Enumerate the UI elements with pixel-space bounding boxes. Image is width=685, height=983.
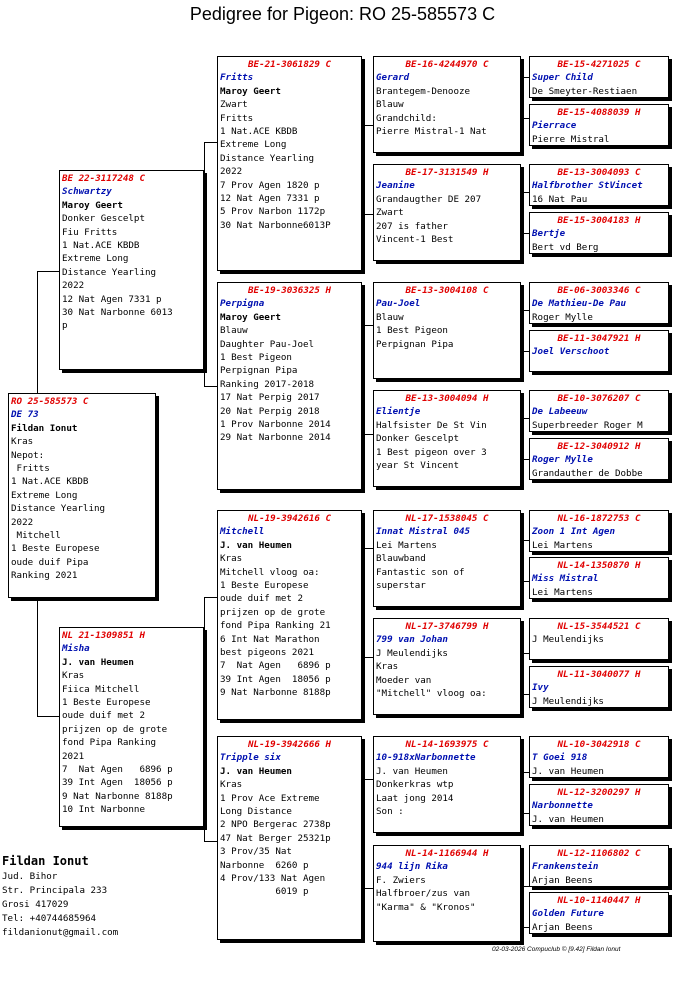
pigeon-card-gg-grandparent[interactable] <box>529 510 669 552</box>
info-line: Blauw <box>376 311 404 323</box>
info-line: Fiu Fritts <box>62 226 118 238</box>
info-line: fond Pipa Ranking 21 <box>220 620 331 632</box>
pigeon-name: Narbonnette <box>532 800 593 812</box>
pigeon-name: Super Child <box>532 72 593 84</box>
info-line: Kras <box>62 670 85 682</box>
breeder-name: Bert vd Berg <box>532 241 599 253</box>
pigeon-card-mother[interactable] <box>59 627 204 827</box>
pigeon-name: 10-918xNarbonnette <box>376 752 476 764</box>
breeder-name: J. van Heumen <box>532 813 604 825</box>
breeder-name: J Meulendijks <box>376 647 448 659</box>
pigeon-card-great-grandparent[interactable] <box>373 618 521 715</box>
pigeon-name: Roger Mylle <box>532 454 593 466</box>
info-line: Son : <box>376 806 404 818</box>
connector-line <box>521 927 529 928</box>
info-line: 2 NPO Bergerac 2738p <box>220 819 331 831</box>
info-line: Perpignan Pipa <box>220 365 298 377</box>
owner-phone: Tel: +40744685964 <box>2 913 97 924</box>
info-line: 5 Prov Narbon 1172p <box>220 206 326 218</box>
info-line: 6019 p <box>220 886 309 898</box>
pigeon-card-great-grandparent[interactable] <box>373 390 521 487</box>
ring-number: BE-15-4088039 H <box>557 107 641 118</box>
info-line: Blauw <box>376 99 404 111</box>
pigeon-name: T Goei 918 <box>532 752 588 764</box>
info-line: 6 Int Nat Marathon <box>220 633 320 645</box>
ring-number: NL-14-1693975 C <box>405 739 489 750</box>
ring-number: NL 21-1309851 H <box>62 630 145 641</box>
connector-line <box>521 540 522 582</box>
info-line: oude duif met 2 <box>62 710 145 722</box>
info-line: 1 Nat.ACE KBDB <box>11 476 89 488</box>
pigeon-card-great-grandparent[interactable] <box>373 736 521 833</box>
ring-number: BE-15-3004183 H <box>557 215 641 226</box>
ring-number: BE-13-3004093 C <box>557 167 641 178</box>
info-line: Distance Yearling <box>62 266 157 278</box>
connector-line <box>204 142 217 143</box>
pigeon-name: Schwartzy <box>62 186 112 198</box>
connector-line <box>204 386 217 387</box>
info-line: Distance Yearling <box>11 503 106 515</box>
pigeon-card-great-grandparent[interactable] <box>373 845 521 942</box>
info-line: Extreme Long <box>11 489 78 501</box>
owner-line: Str. Principala 233 <box>2 885 108 896</box>
pigeon-card-gg-grandparent[interactable] <box>529 736 669 778</box>
info-line: 39 Int Agen 18056 p <box>62 777 173 789</box>
breeder-name: Maroy Geert <box>62 199 123 211</box>
info-line: 2022 <box>220 166 243 178</box>
pigeon-name: Perpigna <box>220 298 265 310</box>
info-line: Zwart <box>220 99 248 111</box>
pigeon-card-gg-grandparent[interactable] <box>529 557 669 599</box>
connector-line <box>521 653 529 654</box>
connector-line <box>37 271 59 272</box>
info-line: 1 Prov Narbonne 2014 <box>220 419 331 431</box>
info-line: year St Vincent <box>376 460 459 472</box>
pigeon-card-gg-grandparent[interactable] <box>529 104 669 146</box>
breeder-name: Superbreeder Roger M <box>532 419 643 431</box>
ring-number: BE-13-3004094 H <box>405 393 489 404</box>
connector-line <box>362 325 363 435</box>
info-line: 1 Beste Europese <box>220 580 309 592</box>
ring-number: BE-19-3036325 H <box>248 285 331 296</box>
connector-line <box>362 434 373 435</box>
info-line: Grandchild: <box>376 112 437 124</box>
breeder-name: Brantegem-Denooze <box>376 85 471 97</box>
info-line: 7 Prov Agen 1820 p <box>220 179 320 191</box>
breeder-name: 16 Nat Pau <box>532 193 588 205</box>
connector-line <box>521 540 529 541</box>
connector-line <box>521 813 529 814</box>
breeder-name: J. van Heumen <box>532 765 604 777</box>
connector-line <box>521 77 522 119</box>
pigeon-name: Ivy <box>532 682 549 694</box>
breeder-name: F. Zwiers <box>376 874 426 886</box>
breeder-name: Lei Martens <box>376 539 437 551</box>
ring-number: NL-16-1872753 C <box>557 513 641 524</box>
pigeon-card-gg-grandparent[interactable] <box>529 666 669 708</box>
info-line: p <box>62 320 68 332</box>
pigeon-name: Elientje <box>376 406 421 418</box>
info-line: Extreme Long <box>220 139 287 151</box>
breeder-name: Grandauther de Dobbe <box>532 467 643 479</box>
info-line: 1 Beste Europese <box>62 697 151 709</box>
pigeon-name: Joel Verschoot <box>532 346 610 358</box>
info-line: 39 Int Agen 18056 p <box>220 673 331 685</box>
pigeon-card-grandparent[interactable] <box>217 282 362 490</box>
pigeon-name: 944 lijn Rika <box>376 861 448 873</box>
ring-number: BE-12-3040912 H <box>557 441 641 452</box>
breeder-name: J. van Heumen <box>220 765 292 777</box>
connector-line <box>521 581 529 582</box>
connector-line <box>362 779 363 889</box>
connector-line <box>362 214 373 215</box>
connector-line <box>521 118 529 119</box>
connector-line <box>362 548 363 658</box>
info-line: Blauw <box>220 325 248 337</box>
pigeon-name: DE 73 <box>11 409 39 421</box>
pigeon-card-grandparent[interactable] <box>217 510 362 720</box>
pigeon-name: De Labeeuw <box>532 406 588 418</box>
info-line: Donker Gescelpt <box>376 433 459 445</box>
pigeon-name: Mitchell <box>220 526 265 538</box>
pigeon-card-gg-grandparent[interactable] <box>529 282 669 324</box>
pigeon-name: De Mathieu-De Pau <box>532 298 627 310</box>
info-line: 2021 <box>62 750 85 762</box>
pigeon-card-grandparent[interactable] <box>217 56 362 271</box>
pigeon-name: Golden Future <box>532 908 604 920</box>
info-line: superstar <box>376 580 426 592</box>
connector-line <box>521 192 522 234</box>
connector-line <box>521 233 529 234</box>
info-line: Kras <box>220 779 243 791</box>
connector-line <box>204 142 205 387</box>
ring-number: BE-06-3003346 C <box>557 285 641 296</box>
pigeon-card-gg-grandparent[interactable] <box>529 330 669 372</box>
info-line: 2022 <box>11 516 34 528</box>
connector-line <box>521 886 529 887</box>
info-line: Long Distance <box>220 806 292 818</box>
connector-line <box>37 597 38 717</box>
ring-number: NL-19-3942666 H <box>248 739 331 750</box>
connector-line <box>37 271 38 393</box>
pigeon-name: Miss Mistral <box>532 573 599 585</box>
info-line: Zwart <box>376 207 404 219</box>
ring-number: NL-12-3200297 H <box>557 787 641 798</box>
ring-number: NL-17-1538045 C <box>405 513 489 524</box>
ring-number: BE-16-4244970 C <box>405 59 489 70</box>
pigeon-card-great-grandparent[interactable] <box>373 282 521 379</box>
ring-number: BE 22-3117248 C <box>62 173 145 184</box>
pigeon-card-father[interactable] <box>59 170 204 370</box>
ring-number: BE-13-3004108 C <box>405 285 489 296</box>
info-line: prijzen op de grote <box>62 723 168 735</box>
info-line: Ranking 2021 <box>11 570 78 582</box>
pigeon-card-great-grandparent[interactable] <box>373 56 521 153</box>
breeder-name: Grandaugther DE 207 <box>376 193 482 205</box>
info-line: Fantastic son of <box>376 566 465 578</box>
pigeon-name: Bertje <box>532 228 566 240</box>
info-line: 12 Nat Agen 7331 p <box>62 293 162 305</box>
info-line: 20 Nat Perpig 2018 <box>220 405 320 417</box>
breeder-name: J Meulendijks <box>532 634 604 646</box>
connector-line <box>204 597 205 842</box>
owner-info <box>2 852 118 940</box>
info-line: Daughter Pau-Joel <box>220 338 315 350</box>
info-line: 30 Nat Narbonne 6013 <box>62 307 173 319</box>
info-line: 10 Int Narbonne <box>62 804 145 816</box>
pigeon-card-gg-grandparent[interactable] <box>529 212 669 254</box>
connector-line <box>521 418 529 419</box>
pigeon-name: Gerard <box>376 72 410 84</box>
breeder-name: Halfsister De St Vin <box>376 419 487 431</box>
info-line: 1 Best Pigeon <box>376 325 448 337</box>
info-line: 9 Nat Narbonne 8188p <box>220 687 331 699</box>
info-line: Donker Gescelpt <box>62 213 145 225</box>
info-line: 47 Nat Berger 25321p <box>220 832 331 844</box>
info-line: Laat jong 2014 <box>376 792 454 804</box>
ring-number: BE-17-3131549 H <box>405 167 489 178</box>
info-line: 1 Prov Ace Extreme <box>220 792 320 804</box>
info-line: 30 Nat Narbonne6013P <box>220 219 331 231</box>
ring-number: NL-10-1140447 H <box>557 895 641 906</box>
pigeon-name: Zoon 1 Int Agen <box>532 526 615 538</box>
connector-line <box>521 886 522 928</box>
info-line: Moeder van <box>376 674 432 686</box>
ring-number: BE-21-3061829 C <box>248 59 331 70</box>
breeder-name: Roger Mylle <box>532 311 593 323</box>
pigeon-name: Fritts <box>220 72 254 84</box>
owner-line: Jud. Bihor <box>2 871 58 882</box>
info-line: Kras <box>11 436 34 448</box>
breeder-name: De Smeyter-Restiaen <box>532 85 638 97</box>
pigeon-card-gg-grandparent[interactable] <box>529 892 669 934</box>
info-line: Fiica Mitchell <box>62 683 140 695</box>
info-line: Halfbroer/zus van <box>376 888 471 900</box>
connector-line <box>362 125 363 215</box>
connector-line <box>521 653 522 695</box>
connector-line <box>521 77 529 78</box>
info-line: 1 Best Pigeon <box>220 352 292 364</box>
connector-line <box>521 418 522 460</box>
info-line: 29 Nat Narbonne 2014 <box>220 432 331 444</box>
info-line: 4 Prov/133 Nat Agen <box>220 873 326 885</box>
breeder-name: J. van Heumen <box>376 765 448 777</box>
ring-number: NL-11-3040077 H <box>557 669 641 680</box>
info-line: Fritts <box>220 112 254 124</box>
ring-number: RO 25-585573 C <box>11 396 89 407</box>
connector-line <box>362 779 373 780</box>
connector-line <box>521 772 522 814</box>
ring-number: NL-12-1106802 C <box>557 848 641 859</box>
pigeon-name: Tripple six <box>220 752 281 764</box>
info-line: "Karma" & "Kronos" <box>376 901 476 913</box>
info-line: oude duif Pipa <box>11 556 89 568</box>
ring-number: NL-19-3942616 C <box>248 513 331 524</box>
breeder-name: J. van Heumen <box>62 656 134 668</box>
info-line: Mitchell <box>11 530 61 542</box>
info-line: 1 Nat.ACE KBDB <box>62 240 140 252</box>
info-line: "Mitchell" vloog oa: <box>376 688 487 700</box>
connector-line <box>521 192 529 193</box>
connector-line <box>521 772 529 773</box>
info-line: Vincent-1 Best <box>376 234 454 246</box>
pigeon-card-gg-grandparent[interactable] <box>529 845 669 887</box>
connector-line <box>204 841 217 842</box>
info-line: Pierre Mistral-1 Nat <box>376 126 487 138</box>
info-line: 1 Best pigeon over 3 <box>376 446 487 458</box>
connector-line <box>521 459 529 460</box>
breeder-name: Lei Martens <box>532 539 593 551</box>
info-line: best pigeons 2021 <box>220 647 315 659</box>
pigeon-name: Misha <box>62 643 90 655</box>
pigeon-card-gg-grandparent[interactable] <box>529 618 669 660</box>
info-line: Narbonne 6260 p <box>220 859 309 871</box>
info-line: 2022 <box>62 280 85 292</box>
breeder-name: Maroy Geert <box>220 311 281 323</box>
breeder-name: Arjan Beens <box>532 921 593 933</box>
owner-email[interactable]: fildanionut@gmail.com <box>2 927 119 938</box>
info-line: Donkerkras wtp <box>376 779 454 791</box>
info-line: fond Pipa Ranking <box>62 737 157 749</box>
connector-line <box>362 888 373 889</box>
ring-number: NL-14-1350870 H <box>557 560 641 571</box>
pigeon-card-gg-grandparent[interactable] <box>529 164 669 206</box>
breeder-name: J Meulendijks <box>532 695 604 707</box>
info-line: Kras <box>376 661 399 673</box>
pigeon-card-gg-grandparent[interactable] <box>529 390 669 432</box>
breeder-name: Pierre Mistral <box>532 133 610 145</box>
info-line: Blauwband <box>376 553 426 565</box>
connector-line <box>362 657 373 658</box>
ring-number: NL-14-1166944 H <box>405 848 489 859</box>
info-line: Mitchell vloog oa: <box>220 566 320 578</box>
info-line: Extreme Long <box>62 253 129 265</box>
pigeon-name: Jeanine <box>376 180 415 192</box>
breeder-name: Maroy Geert <box>220 85 281 97</box>
ring-number: BE-11-3047921 H <box>557 333 641 344</box>
page-title: Pedigree for Pigeon: RO 25-585573 C <box>189 4 496 24</box>
pigeon-name: Pau-Joel <box>376 298 421 310</box>
pigeon-card-grandparent[interactable] <box>217 736 362 940</box>
info-line: Nepot: <box>11 449 45 461</box>
pigeon-card-gg-grandparent[interactable] <box>529 438 669 480</box>
info-line: 7 Nat Agen 6896 p <box>220 660 331 672</box>
connector-line <box>362 325 373 326</box>
connector-line <box>362 125 373 126</box>
info-line: 7 Nat Agen 6896 p <box>62 764 173 776</box>
ring-number: BE-10-3076207 C <box>557 393 641 404</box>
connector-line <box>362 548 373 549</box>
pigeon-name: Pierrace <box>532 120 577 132</box>
info-line: Distance Yearling <box>220 152 315 164</box>
pigeon-name: Frankenstein <box>532 861 599 873</box>
owner-line: Grosi 417029 <box>2 899 69 910</box>
connector-line <box>521 310 529 311</box>
info-line: prijzen op de grote <box>220 606 326 618</box>
pigeon-name: 799 van Johan <box>376 634 448 646</box>
pigeon-card-great-grandparent[interactable] <box>373 510 521 607</box>
info-line: 3 Prov/35 Nat <box>220 846 292 858</box>
info-line: 1 Nat.ACE KBDB <box>220 126 298 138</box>
connector-line <box>204 597 217 598</box>
info-line: 12 Nat Agen 7331 p <box>220 193 320 205</box>
ring-number: BE-15-4271025 C <box>557 59 641 70</box>
info-line: oude duif met 2 <box>220 593 303 605</box>
ring-number: NL-15-3544521 C <box>557 621 641 632</box>
info-line: Perpignan Pipa <box>376 338 454 350</box>
ring-number: NL-10-3042918 C <box>557 739 641 750</box>
breeder-name: J. van Heumen <box>220 539 292 551</box>
breeder-name: Lei Martens <box>532 586 593 598</box>
info-line: 9 Nat Narbonne 8188p <box>62 790 173 802</box>
info-line: Kras <box>220 553 243 565</box>
info-line: 1 Beste Europese <box>11 543 100 555</box>
breeder-name: Arjan Beens <box>532 874 593 886</box>
info-line: 17 Nat Perpig 2017 <box>220 392 320 404</box>
pigeon-card-great-grandparent[interactable] <box>373 164 521 261</box>
connector-line <box>521 694 529 695</box>
pigeon-card-subject[interactable] <box>8 393 156 598</box>
info-line: Fritts <box>11 463 50 475</box>
owner-name: Fildan Ionut <box>2 854 89 868</box>
info-line: 207 is father <box>376 220 448 232</box>
info-line: Ranking 2017-2018 <box>220 378 315 390</box>
connector-line <box>37 716 59 717</box>
pigeon-card-gg-grandparent[interactable] <box>529 784 669 826</box>
breeder-name: Fildan Ionut <box>11 422 78 434</box>
connector-line <box>521 310 522 352</box>
pigeon-card-gg-grandparent[interactable] <box>529 56 669 98</box>
connector-line <box>521 351 529 352</box>
pigeon-name: Innat Mistral 045 <box>376 526 471 538</box>
ring-number: NL-17-3746799 H <box>405 621 489 632</box>
pigeon-name: Halfbrother StVincet <box>532 180 643 192</box>
footer-credit: 02-03-2026 Compuclub © [9.42] Fildan Ionut <box>492 946 621 953</box>
